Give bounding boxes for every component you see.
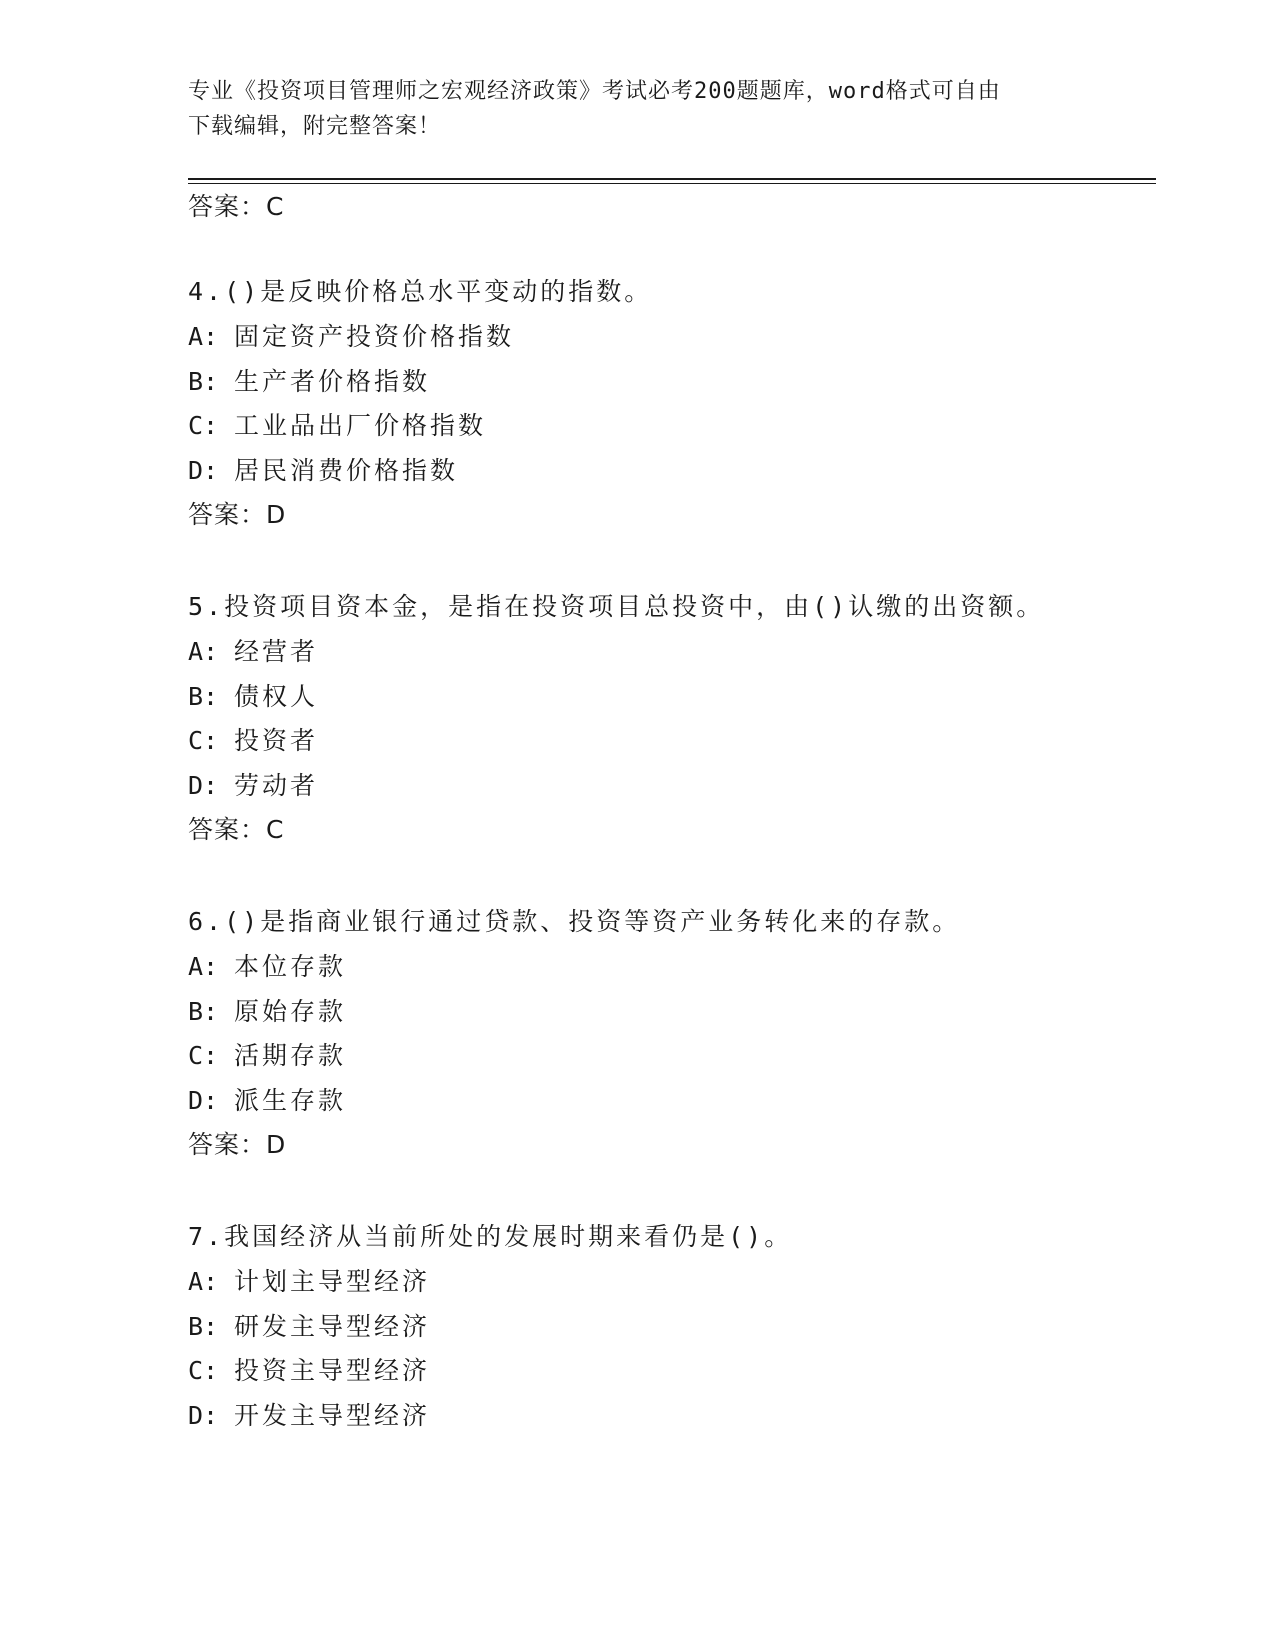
option-text: 债权人 (234, 682, 319, 711)
q5-option-c (188, 725, 318, 757)
option-text: 生产者价格指数 (234, 367, 431, 396)
q6-stem: 6.()是指商业银行通过贷款、投资等资产业务转化来的存款。 (188, 907, 961, 936)
q6-option-c (188, 1040, 346, 1072)
q4-option-a (188, 321, 514, 353)
option-letter: B: (188, 997, 219, 1026)
header-line-1: 专业《投资项目管理师之宏观经济政策》考试必考200题题库，word格式可自由 (188, 79, 1001, 104)
option-text: 本位存款 (234, 952, 347, 981)
option-text: 投资者 (234, 726, 319, 755)
option-text: 原始存款 (234, 997, 347, 1026)
option-letter: D: (188, 771, 219, 800)
q4-option-b (188, 366, 430, 398)
q4-answer: 答案：D (188, 500, 287, 529)
q6-option-b (188, 996, 346, 1028)
q7-option-c (188, 1355, 430, 1387)
option-letter: C: (188, 1041, 219, 1070)
q5-option-a (188, 636, 318, 668)
q7-stem: 7.我国经济从当前所处的发展时期来看仍是()。 (188, 1222, 793, 1251)
option-letter: D: (188, 1086, 219, 1115)
option-text: 计划主导型经济 (234, 1267, 431, 1296)
option-letter: A: (188, 952, 219, 981)
q4-option-c (188, 410, 486, 442)
option-letter: C: (188, 1356, 219, 1385)
option-text: 经营者 (234, 637, 319, 666)
q5-stem: 5.投资项目资本金，是指在投资项目总投资中，由()认缴的出资额。 (188, 592, 1045, 621)
q4-stem: 4.()是反映价格总水平变动的指数。 (188, 277, 653, 306)
option-letter: C: (188, 411, 219, 440)
option-letter: B: (188, 682, 219, 711)
header-divider-thick (188, 178, 1156, 180)
option-text: 居民消费价格指数 (234, 456, 459, 485)
option-text: 活期存款 (234, 1041, 347, 1070)
q6-option-d (188, 1085, 346, 1117)
option-text: 劳动者 (234, 771, 319, 800)
option-letter: D: (188, 456, 219, 485)
option-text: 投资主导型经济 (234, 1356, 431, 1385)
header-line-2: 下载编辑，附完整答案！ (188, 114, 442, 139)
option-letter: B: (188, 367, 219, 396)
q7-option-d (188, 1400, 430, 1432)
option-letter: A: (188, 637, 219, 666)
q7-option-a (188, 1266, 430, 1298)
q6-option-a (188, 951, 346, 983)
q3-answer: 答案：C (188, 192, 285, 221)
option-text: 研发主导型经济 (234, 1312, 431, 1341)
option-letter: A: (188, 1267, 219, 1296)
option-text: 开发主导型经济 (234, 1401, 431, 1430)
option-text: 固定资产投资价格指数 (234, 322, 515, 351)
q7-option-b (188, 1311, 430, 1343)
option-text: 工业品出厂价格指数 (234, 411, 487, 440)
q5-answer: 答案：C (188, 815, 285, 844)
header-divider-thin (188, 183, 1156, 184)
option-letter: D: (188, 1401, 219, 1430)
q5-option-d (188, 770, 318, 802)
option-letter: B: (188, 1312, 219, 1341)
option-text: 派生存款 (234, 1086, 347, 1115)
q5-option-b (188, 681, 318, 713)
q4-option-d (188, 455, 458, 487)
option-letter: C: (188, 726, 219, 755)
document-header (188, 74, 1088, 144)
q6-answer: 答案：D (188, 1130, 287, 1159)
option-letter: A: (188, 322, 219, 351)
